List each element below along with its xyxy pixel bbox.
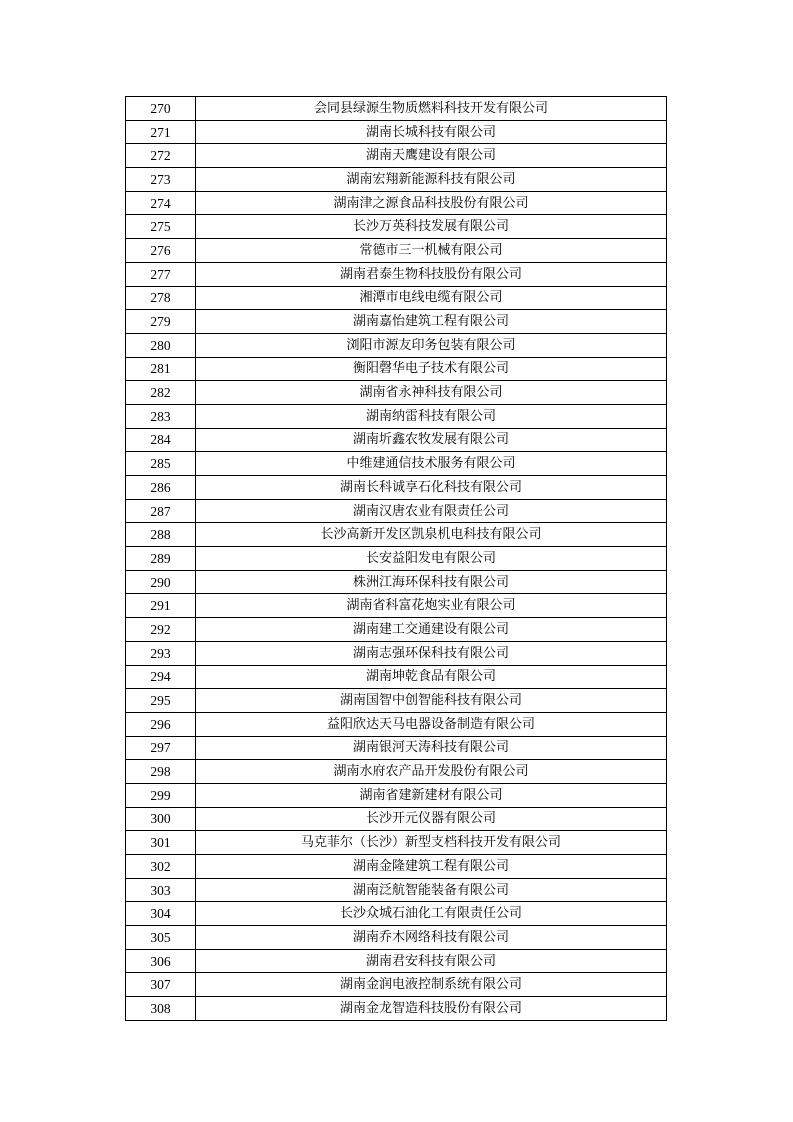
table-row: [126, 97, 667, 121]
company-name: 长沙万英科技发展有限公司: [196, 215, 667, 239]
row-number: 292: [126, 618, 196, 642]
row-number: 281: [126, 357, 196, 381]
company-name: 湖南嘉怡建筑工程有限公司: [196, 310, 667, 334]
table-row: [126, 949, 667, 973]
row-number: 307: [126, 973, 196, 997]
row-number: 280: [126, 333, 196, 357]
table-row: [126, 665, 667, 689]
row-number: 288: [126, 523, 196, 547]
row-number: 293: [126, 641, 196, 665]
row-number: 274: [126, 191, 196, 215]
row-number: 277: [126, 262, 196, 286]
company-name: 湖南津之源食品科技股份有限公司: [196, 191, 667, 215]
company-name: 浏阳市源友印务包装有限公司: [196, 333, 667, 357]
table-row: [126, 807, 667, 831]
company-name: 湖南长科诚享石化科技有限公司: [196, 476, 667, 500]
company-name: 中维建通信技术服务有限公司: [196, 452, 667, 476]
table-row: [126, 594, 667, 618]
company-name: 湖南天鹰建设有限公司: [196, 144, 667, 168]
table-row: [126, 404, 667, 428]
company-name: 湖南坤乾食品有限公司: [196, 665, 667, 689]
company-name: 常德市三一机械有限公司: [196, 239, 667, 263]
table-row: [126, 570, 667, 594]
table-row: [126, 191, 667, 215]
table-row: [126, 831, 667, 855]
company-name: 湖南金隆建筑工程有限公司: [196, 855, 667, 879]
row-number: 304: [126, 902, 196, 926]
row-number: 294: [126, 665, 196, 689]
row-number: 283: [126, 404, 196, 428]
row-number: 278: [126, 286, 196, 310]
row-number: 299: [126, 783, 196, 807]
company-name: 衡阳磬华电子技术有限公司: [196, 357, 667, 381]
company-name: 湖南金龙智造科技股份有限公司: [196, 997, 667, 1021]
company-name: 湖南志强环保科技有限公司: [196, 641, 667, 665]
table-row: [126, 547, 667, 571]
company-name: 会同县绿源生物质燃料科技开发有限公司: [196, 97, 667, 121]
table-row: [126, 215, 667, 239]
company-name: 湖南泛航智能装备有限公司: [196, 878, 667, 902]
table-row: [126, 286, 667, 310]
table-row: [126, 641, 667, 665]
row-number: 270: [126, 97, 196, 121]
row-number: 298: [126, 760, 196, 784]
company-name: 湖南国智中创智能科技有限公司: [196, 689, 667, 713]
row-number: 296: [126, 712, 196, 736]
table-row: [126, 902, 667, 926]
company-name: 益阳欣达天马电器设备制造有限公司: [196, 712, 667, 736]
row-number: 273: [126, 168, 196, 192]
table-row: [126, 926, 667, 950]
row-number: 289: [126, 547, 196, 571]
company-list-table: [125, 96, 667, 1021]
row-number: 276: [126, 239, 196, 263]
row-number: 290: [126, 570, 196, 594]
row-number: 272: [126, 144, 196, 168]
table-row: [126, 973, 667, 997]
company-name: 湖南君泰生物科技股份有限公司: [196, 262, 667, 286]
row-number: 303: [126, 878, 196, 902]
table-row: [126, 168, 667, 192]
company-name: 株洲江海环保科技有限公司: [196, 570, 667, 594]
row-number: 286: [126, 476, 196, 500]
company-name: 湖南金润电液控制系统有限公司: [196, 973, 667, 997]
row-number: 282: [126, 381, 196, 405]
company-name: 湖南省建新建材有限公司: [196, 783, 667, 807]
table-row: [126, 618, 667, 642]
company-name: 湖南长城科技有限公司: [196, 120, 667, 144]
company-name: 湖南纳雷科技有限公司: [196, 404, 667, 428]
row-number: 285: [126, 452, 196, 476]
row-number: 308: [126, 997, 196, 1021]
table-row: [126, 262, 667, 286]
table-row: [126, 736, 667, 760]
table-row: [126, 452, 667, 476]
company-name: 湖南省永神科技有限公司: [196, 381, 667, 405]
table-row: [126, 499, 667, 523]
row-number: 305: [126, 926, 196, 950]
row-number: 300: [126, 807, 196, 831]
table-row: [126, 333, 667, 357]
row-number: 301: [126, 831, 196, 855]
row-number: 275: [126, 215, 196, 239]
table-row: [126, 428, 667, 452]
table-row: [126, 997, 667, 1021]
company-name: 湖南乔木网络科技有限公司: [196, 926, 667, 950]
table-row: [126, 760, 667, 784]
company-name: 湖南省科富花炮实业有限公司: [196, 594, 667, 618]
company-name: 湖南汉唐农业有限责任公司: [196, 499, 667, 523]
company-name: 湖南银河天涛科技有限公司: [196, 736, 667, 760]
table-row: [126, 855, 667, 879]
company-name: 湖南水府农产品开发股份有限公司: [196, 760, 667, 784]
table-row: [126, 712, 667, 736]
table-row: [126, 783, 667, 807]
company-list-body: [126, 97, 667, 1021]
row-number: 302: [126, 855, 196, 879]
table-row: [126, 523, 667, 547]
company-name: 湖南宏翔新能源科技有限公司: [196, 168, 667, 192]
company-name: 长沙众城石油化工有限责任公司: [196, 902, 667, 926]
row-number: 295: [126, 689, 196, 713]
table-row: [126, 476, 667, 500]
table-row: [126, 381, 667, 405]
company-name: 马克菲尔（长沙）新型支档科技开发有限公司: [196, 831, 667, 855]
company-name: 长沙高新开发区凯泉机电科技有限公司: [196, 523, 667, 547]
table-row: [126, 878, 667, 902]
row-number: 287: [126, 499, 196, 523]
table-row: [126, 239, 667, 263]
company-name: 长安益阳发电有限公司: [196, 547, 667, 571]
company-name: 湘潭市电线电缆有限公司: [196, 286, 667, 310]
row-number: 306: [126, 949, 196, 973]
row-number: 271: [126, 120, 196, 144]
company-name: 湖南君安科技有限公司: [196, 949, 667, 973]
table-row: [126, 357, 667, 381]
table-row: [126, 689, 667, 713]
table-row: [126, 120, 667, 144]
company-name: 长沙开元仪器有限公司: [196, 807, 667, 831]
row-number: 291: [126, 594, 196, 618]
company-name: 湖南圻鑫农牧发展有限公司: [196, 428, 667, 452]
row-number: 297: [126, 736, 196, 760]
row-number: 284: [126, 428, 196, 452]
row-number: 279: [126, 310, 196, 334]
table-row: [126, 310, 667, 334]
table-row: [126, 144, 667, 168]
company-name: 湖南建工交通建设有限公司: [196, 618, 667, 642]
